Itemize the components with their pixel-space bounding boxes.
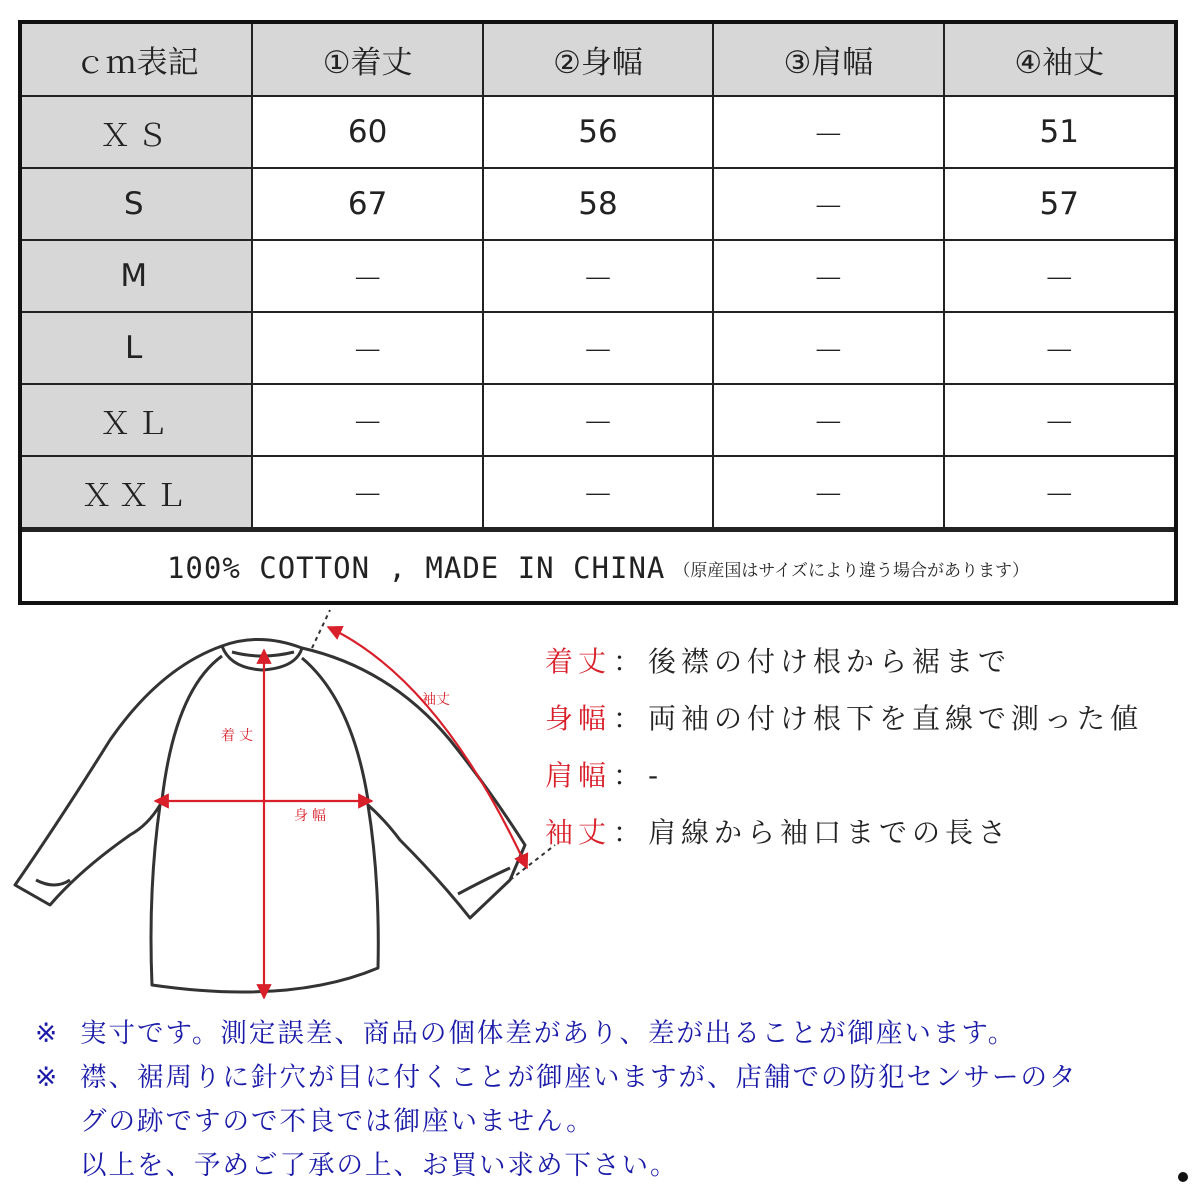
note-text: 襟、裾周りに針穴が目に付くことが御座いますが、店舗での防犯センサーのタ bbox=[80, 1062, 1078, 1093]
legend-desc: 両袖の付け根下を直線で測った値 bbox=[648, 702, 1144, 735]
header-unit: ｃｍ表記 bbox=[22, 24, 252, 96]
table-row bbox=[22, 312, 1174, 384]
table-row bbox=[22, 456, 1174, 528]
diagram-label-width: 身幅 bbox=[294, 808, 330, 824]
note-text: グの跡ですので不良では御座いません。 bbox=[80, 1106, 595, 1137]
cell-shoulder: － bbox=[713, 96, 943, 168]
cell-sleeve: － bbox=[944, 240, 1174, 312]
header-body-width: ②身幅 bbox=[483, 24, 713, 96]
header-length: ①着丈 bbox=[252, 24, 482, 96]
table-row bbox=[22, 240, 1174, 312]
material-text: 100% COTTON , MADE IN CHINA bbox=[166, 551, 666, 585]
note-text: 以上を、予めご了承の上、お買い求め下さい。 bbox=[80, 1150, 679, 1181]
legend-term: 身幅 bbox=[545, 702, 612, 735]
cell-sleeve: 51 bbox=[944, 96, 1174, 168]
note-line bbox=[35, 1056, 1195, 1100]
measurement-legend bbox=[545, 640, 1143, 868]
header-shoulder: ③肩幅 bbox=[713, 24, 943, 96]
size-table bbox=[22, 24, 1174, 529]
cell-body-width: 56 bbox=[483, 96, 713, 168]
note-line bbox=[35, 1144, 1195, 1188]
legend-item: 肩幅：- bbox=[545, 759, 664, 792]
size-label: L bbox=[22, 312, 252, 384]
disclaimer-notes bbox=[35, 1012, 1195, 1188]
note-mark: ※ bbox=[35, 1062, 60, 1093]
legend-desc: 後襟の付け根から裾まで bbox=[648, 645, 1012, 678]
measurement-arrows bbox=[155, 627, 527, 998]
garment-diagram bbox=[0, 605, 560, 1010]
legend-item: 袖丈：肩線から袖口までの長さ bbox=[545, 816, 1012, 849]
legend-term: 袖丈 bbox=[545, 816, 612, 849]
cell-body-width: － bbox=[483, 240, 713, 312]
cell-sleeve: － bbox=[944, 384, 1174, 456]
legend-desc: - bbox=[648, 759, 664, 792]
cell-sleeve: － bbox=[944, 312, 1174, 384]
cell-length: － bbox=[252, 312, 482, 384]
material-row bbox=[22, 529, 1174, 604]
table-row bbox=[22, 168, 1174, 240]
table-row bbox=[22, 384, 1174, 456]
legend-item: 身幅：両袖の付け根下を直線で測った値 bbox=[545, 702, 1144, 735]
sleeve-arrow bbox=[328, 627, 527, 868]
diagram-label-sleeve: 袖丈 bbox=[422, 692, 450, 708]
cell-body-width: 58 bbox=[483, 168, 713, 240]
note-mark: ※ bbox=[35, 1018, 60, 1049]
cell-shoulder: － bbox=[713, 240, 943, 312]
cell-shoulder: － bbox=[713, 168, 943, 240]
legend-term: 着丈 bbox=[545, 645, 612, 678]
note-line bbox=[35, 1012, 1195, 1056]
header-sleeve: ④袖丈 bbox=[944, 24, 1174, 96]
corner-dot bbox=[1178, 1172, 1188, 1182]
size-label: S bbox=[22, 168, 252, 240]
cell-shoulder: － bbox=[713, 456, 943, 528]
legend-term: 肩幅 bbox=[545, 759, 612, 792]
cell-body-width: － bbox=[483, 384, 713, 456]
cell-shoulder: － bbox=[713, 312, 943, 384]
cell-sleeve: 57 bbox=[944, 168, 1174, 240]
size-label: ＸＳ bbox=[22, 96, 252, 168]
cell-shoulder: － bbox=[713, 384, 943, 456]
size-label: ＸＸＬ bbox=[22, 456, 252, 528]
cell-length: － bbox=[252, 240, 482, 312]
cell-length: 67 bbox=[252, 168, 482, 240]
note-line bbox=[35, 1100, 1195, 1144]
legend-desc: 肩線から袖口までの長さ bbox=[648, 816, 1012, 849]
size-label: M bbox=[22, 240, 252, 312]
note-text: 実寸です。測定誤差、商品の個体差があり、差が出ることが御座います。 bbox=[80, 1018, 1017, 1049]
cell-body-width: － bbox=[483, 312, 713, 384]
origin-note: （原産国はサイズにより違う場合があります） bbox=[673, 560, 1030, 581]
diagram-label-length: 着丈 bbox=[221, 728, 257, 744]
size-chart bbox=[18, 20, 1178, 605]
header-row bbox=[22, 24, 1174, 96]
cell-length: － bbox=[252, 456, 482, 528]
reference-lines bbox=[312, 610, 555, 880]
legend-item: 着丈：後襟の付け根から裾まで bbox=[545, 645, 1012, 678]
cell-body-width: － bbox=[483, 456, 713, 528]
cell-length: 60 bbox=[252, 96, 482, 168]
size-label: ＸＬ bbox=[22, 384, 252, 456]
cell-length: － bbox=[252, 384, 482, 456]
table-row bbox=[22, 96, 1174, 168]
cell-sleeve: － bbox=[944, 456, 1174, 528]
